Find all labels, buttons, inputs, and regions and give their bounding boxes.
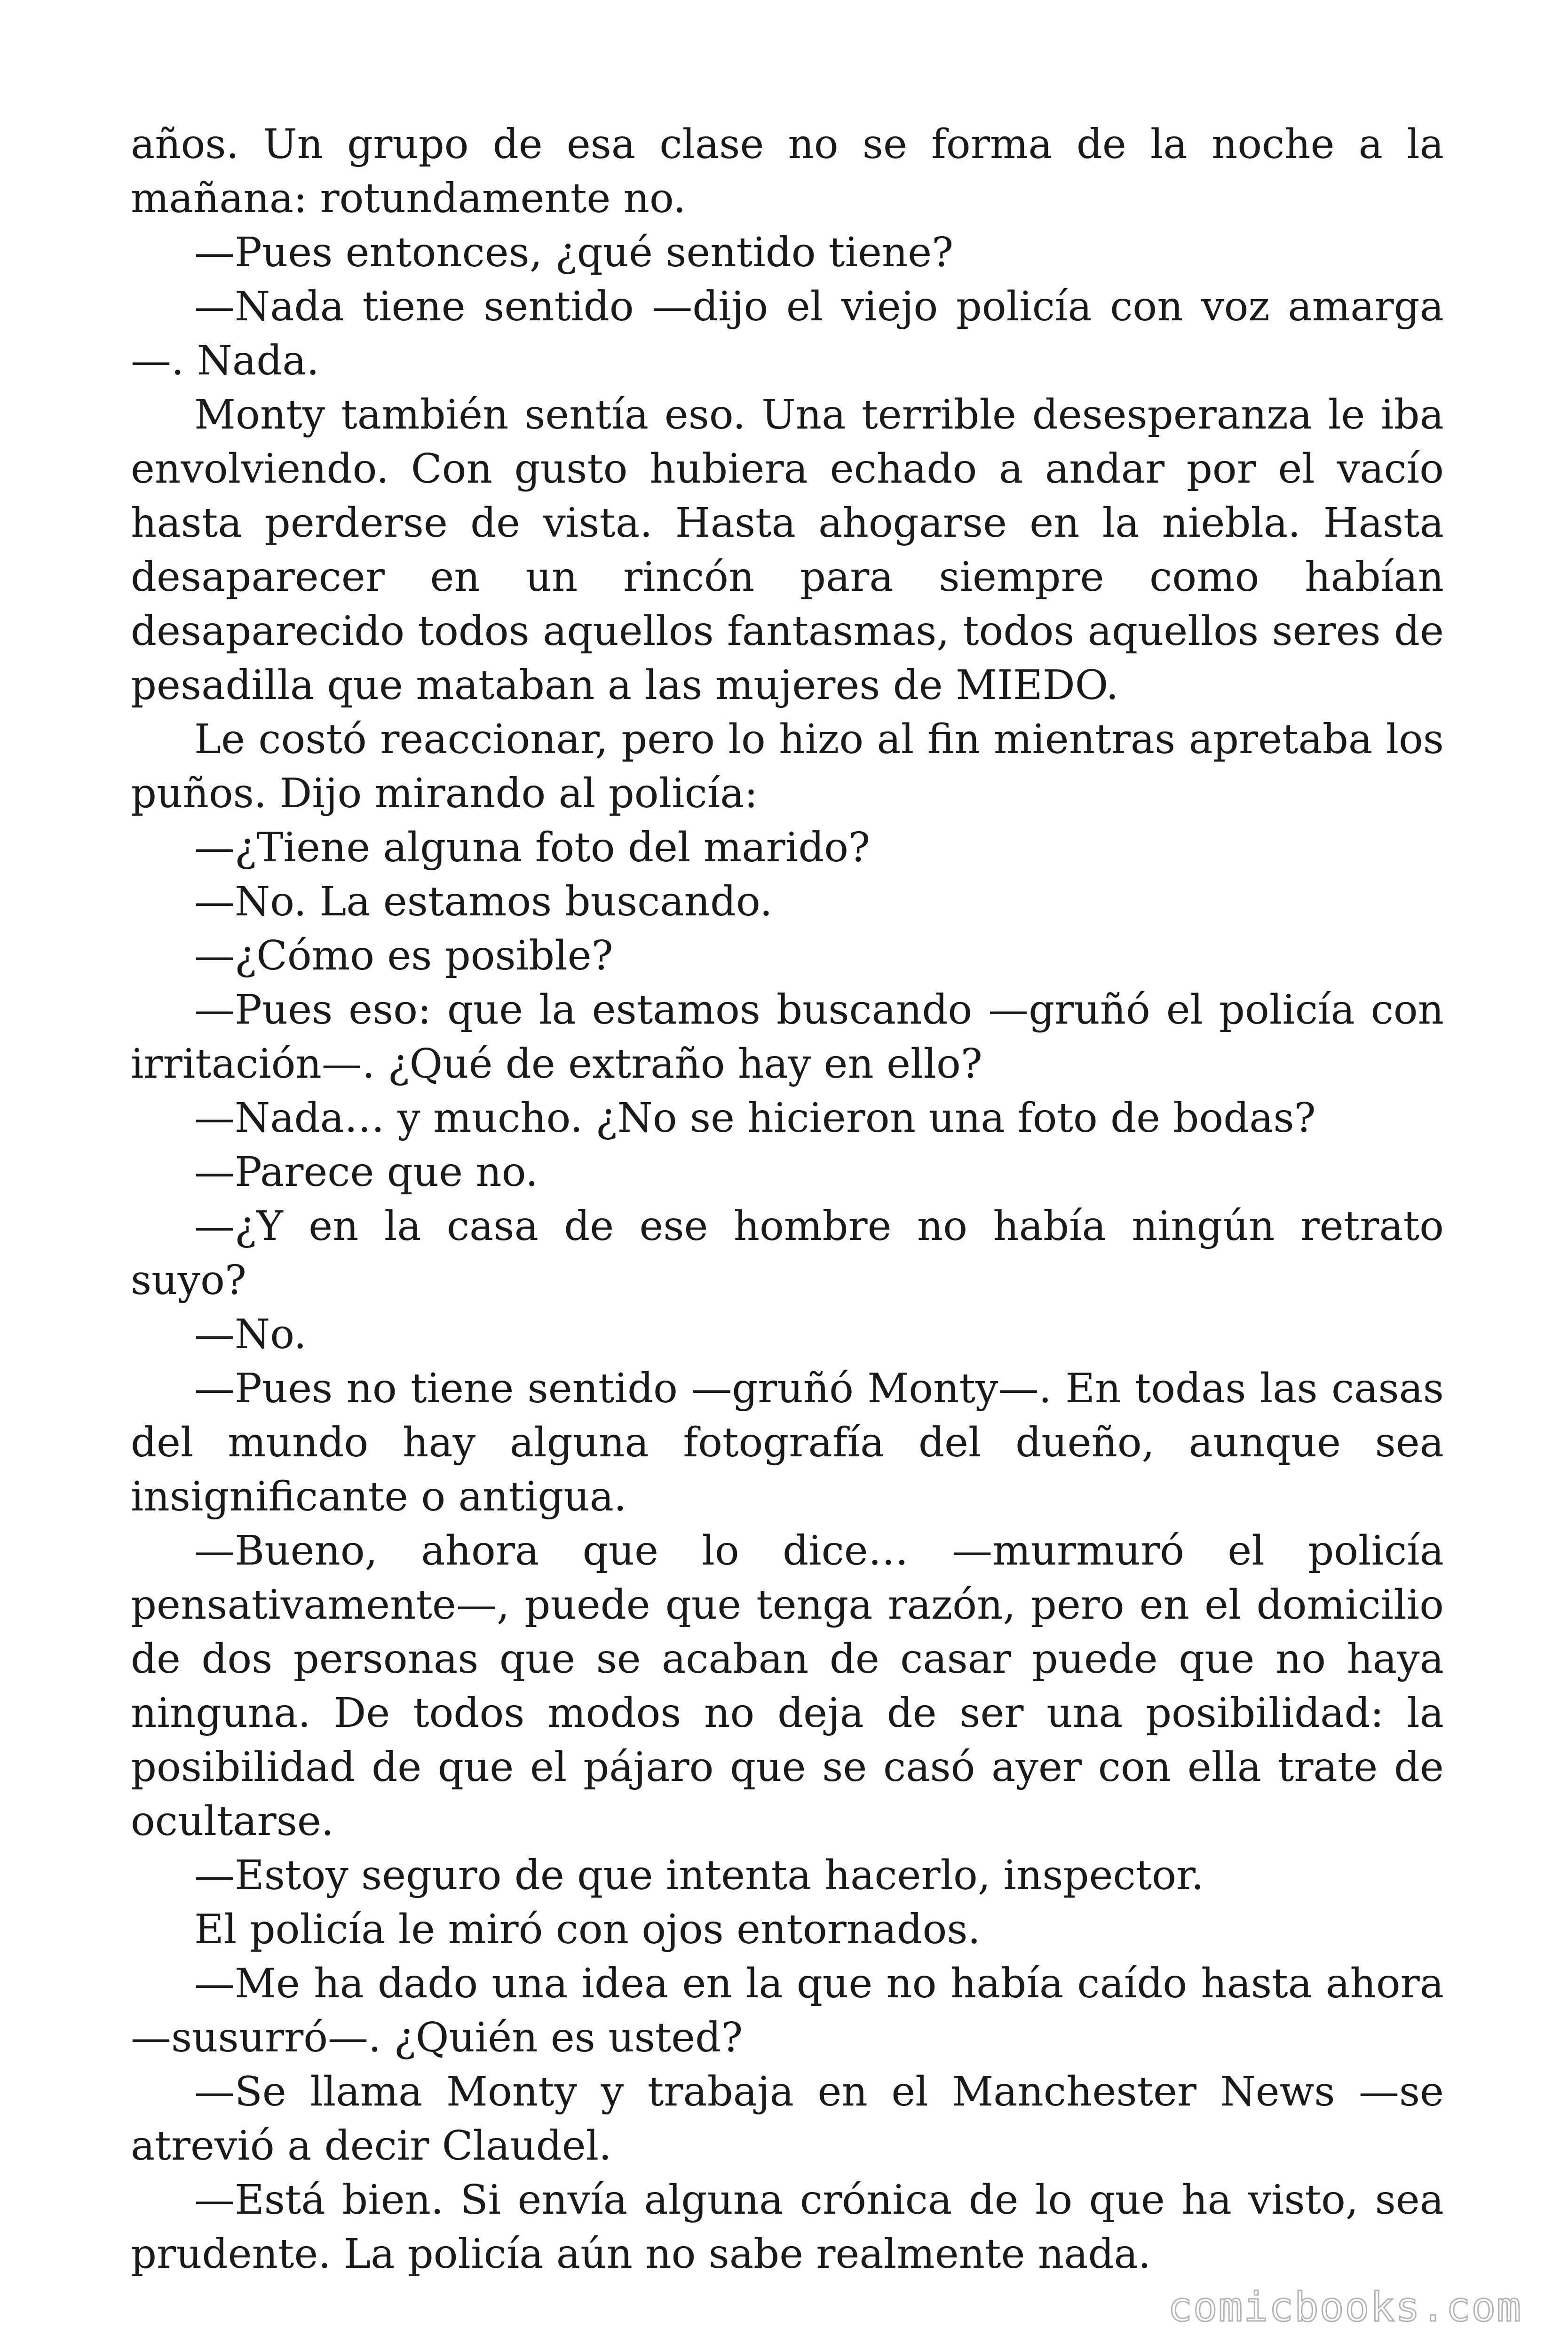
paragraph: Monty también sentía eso. Una terrible desesperanza le iba envolviendo. Con gusto hubiera echado a andar por el vacío hasta perderse de vista. Hasta ahogarse en la niebla. Hasta desaparecer en un rincón para siempre como habían desaparecido todos aquellos fantasmas, todos aquellos seres de pesadilla que mataban a las mujeres de MIEDO.: [131, 391, 1444, 709]
paragraph: —Me ha dado una idea en la que no había caído hasta ahora —susurró—. ¿Quién es usted?: [131, 1960, 1444, 2061]
paragraph: —¿Y en la casa de ese hombre no había ningún retrato suyo?: [131, 1203, 1444, 1304]
watermark-text: comicbooks.com: [1168, 2284, 1522, 2331]
paragraph: —No. La estamos buscando.: [194, 878, 773, 925]
paragraph: Le costó reaccionar, pero lo hizo al fin mientras apretaba los puños. Dijo mirando al policía:: [131, 716, 1444, 817]
paragraph: —Pues no tiene sentido —gruñó Monty—. En todas las casas del mundo hay alguna fotografía del dueño, aunque sea insignificante o antigua.: [131, 1365, 1444, 1520]
paragraph: años. Un grupo de esa clase no se forma de la noche a la mañana: rotundamente no.: [131, 121, 1444, 222]
paragraph: —Bueno, ahora que lo dice… —murmuró el policía pensativamente—, puede que tenga razón, pero en el domicilio de dos personas que se acaban de casar puede que no haya ninguna. De todos modos no deja de ser una posibilidad: la posibilidad de que el pájaro que se casó ayer con ella trate de ocultarse.: [131, 1527, 1444, 1845]
paragraph: —Se llama Monty y trabaja en el Manchester News —se atrevió a decir Claudel.: [131, 2068, 1444, 2169]
paragraph: —Pues eso: que la estamos buscando —gruñó el policía con irritación—. ¿Qué de extraño hay en ello?: [131, 986, 1444, 1088]
paragraph: —No.: [194, 1311, 307, 1358]
page-body: [131, 118, 1444, 2281]
paragraph: —¿Cómo es posible?: [194, 932, 613, 979]
paragraph: —Estoy seguro de que intenta hacerlo, inspector.: [194, 1852, 1204, 1899]
paragraph: —¿Tiene alguna foto del marido?: [194, 824, 871, 871]
paragraph: —Parece que no.: [194, 1149, 539, 1196]
paragraph: —Nada tiene sentido —dijo el viejo policía con voz amarga—. Nada.: [131, 283, 1444, 384]
paragraph: —Pues entonces, ¿qué sentido tiene?: [194, 229, 954, 276]
paragraph: —Está bien. Si envía alguna crónica de lo que ha visto, sea prudente. La policía aún no sabe realmente nada.: [131, 2177, 1444, 2278]
paragraph: El policía le miró con ojos entornados.: [194, 1906, 981, 1953]
paragraph: —Nada… y mucho. ¿No se hicieron una foto de bodas?: [194, 1095, 1316, 1142]
